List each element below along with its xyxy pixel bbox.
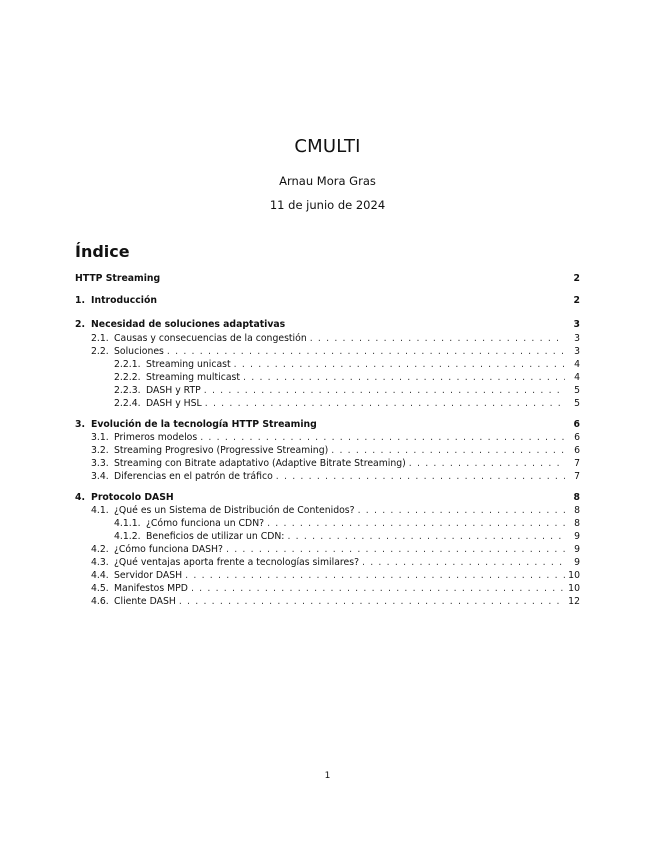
toc-entry-subsection[interactable]: [91, 470, 580, 483]
toc-entry-page: 3: [574, 333, 580, 344]
toc-dot-leader: [200, 431, 565, 444]
toc-entry-label: Evolución de la tecnología HTTP Streaming: [91, 419, 317, 430]
toc-entry-subsection[interactable]: [91, 556, 580, 569]
toc-entry-subsection[interactable]: [91, 582, 580, 595]
toc-entry-subsubsection[interactable]: [114, 358, 580, 371]
toc-entry-number: 4.: [75, 492, 86, 503]
toc-entry-page: 5: [574, 385, 580, 396]
toc-entry-number: 1.: [75, 295, 86, 306]
toc-entry-number: 4.1.: [91, 505, 109, 516]
toc-entry-subsection[interactable]: [91, 431, 580, 444]
toc-entry-page: 4: [574, 359, 580, 370]
toc-entry-part[interactable]: [75, 272, 580, 285]
toc-entry-label: Streaming multicast: [146, 372, 241, 383]
toc-entry-subsubsection[interactable]: [114, 530, 580, 543]
toc-dot-leader: [205, 397, 565, 410]
toc-entry-page: 12: [568, 596, 580, 607]
toc-entry-section[interactable]: [75, 491, 580, 504]
toc-entry-subsubsection[interactable]: [114, 517, 580, 530]
toc-entry-page: 4: [574, 372, 580, 383]
toc-dot-leader: [226, 543, 565, 556]
toc-dot-leader: [358, 504, 565, 517]
toc-entry-number: 2.2.2.: [114, 372, 141, 383]
toc-dot-leader: [243, 371, 565, 384]
toc-entry-label: Beneficios de utilizar un CDN:: [146, 531, 285, 542]
toc-heading: Índice: [75, 242, 130, 261]
toc-entry-label: ¿Qué es un Sistema de Distribución de Contenidos?: [114, 505, 355, 516]
toc-entry-label: ¿Qué ventajas aporta frente a tecnologías similares?: [114, 557, 360, 568]
toc-entry-number: 2.2.: [91, 346, 109, 357]
toc-entry-subsection[interactable]: [91, 504, 580, 517]
toc-entry-subsection[interactable]: [91, 595, 580, 608]
toc-dot-leader: [409, 457, 565, 470]
toc-entry-number: 4.6.: [91, 596, 109, 607]
toc-dot-leader: [204, 384, 565, 397]
toc-dot-leader: [234, 358, 565, 371]
toc-entry-number: 2.: [75, 319, 86, 330]
toc-entry-subsection[interactable]: [91, 543, 580, 556]
toc-entry-label: Introducción: [91, 295, 157, 306]
toc-dot-leader: [287, 530, 565, 543]
toc-dot-leader: [267, 517, 565, 530]
toc-entry-number: 3.3.: [91, 458, 109, 469]
toc-entry-page: 2: [573, 273, 580, 284]
toc-dot-leader: [185, 569, 565, 582]
toc-dot-leader: [167, 345, 565, 358]
toc-entry-label: Streaming Progresivo (Progressive Streaming): [114, 445, 329, 456]
toc-entry-number: 4.1.1.: [114, 518, 141, 529]
toc-entry-page: 2: [573, 295, 580, 306]
document-author: Arnau Mora Gras: [279, 174, 376, 188]
toc-entry-label: DASH y HSL: [146, 398, 202, 409]
toc-entry-subsection[interactable]: [91, 569, 580, 582]
toc-entry-number: 2.2.3.: [114, 385, 141, 396]
toc-entry-page: 10: [568, 570, 580, 581]
toc-entry-number: 2.2.1.: [114, 359, 141, 370]
toc-entry-number: 4.3.: [91, 557, 109, 568]
toc-entry-label: Manifestos MPD: [114, 583, 188, 594]
toc-entry-subsection[interactable]: [91, 457, 580, 470]
toc-dot-leader: [276, 470, 565, 483]
toc-entry-subsubsection[interactable]: [114, 397, 580, 410]
toc-entry-number: 4.4.: [91, 570, 109, 581]
toc-entry-label: ¿Cómo funciona DASH?: [114, 544, 223, 555]
toc-entry-label: Streaming con Bitrate adaptativo (Adaptive Bitrate Streaming): [114, 458, 406, 469]
toc-entry-label: Causas y consecuencias de la congestión: [114, 333, 307, 344]
toc-entry-page: 8: [574, 505, 580, 516]
toc-entry-label: Servidor DASH: [114, 570, 183, 581]
toc-dot-leader: [362, 556, 565, 569]
toc-entry-number: 2.1.: [91, 333, 109, 344]
toc-entry-subsection[interactable]: [91, 345, 580, 358]
toc-entry-number: 3.2.: [91, 445, 109, 456]
toc-entry-section[interactable]: [75, 294, 580, 307]
toc-entry-page: 6: [573, 419, 580, 430]
toc-entry-page: 9: [574, 557, 580, 568]
toc-entry-page: 3: [573, 319, 580, 330]
toc-entry-page: 9: [574, 531, 580, 542]
toc-entry-number: 4.5.: [91, 583, 109, 594]
toc-entry-label: Cliente DASH: [114, 596, 176, 607]
toc-entry-page: 6: [574, 432, 580, 443]
toc-entry-page: 3: [574, 346, 580, 357]
toc-entry-page: 6: [574, 445, 580, 456]
toc-entry-number: 3.1.: [91, 432, 109, 443]
page-number-footer: 1: [324, 771, 331, 781]
toc-entry-page: 10: [568, 583, 580, 594]
toc-entry-label: Soluciones: [114, 346, 164, 357]
toc-entry-number: 3.: [75, 419, 86, 430]
toc-entry-page: 9: [574, 544, 580, 555]
toc-dot-leader: [310, 332, 565, 345]
toc-entry-number: 4.2.: [91, 544, 109, 555]
toc-entry-page: 7: [574, 458, 580, 469]
toc-entry-label: Diferencias en el patrón de tráfico: [114, 471, 273, 482]
toc-dot-leader: [191, 582, 565, 595]
toc-entry-label: ¿Cómo funciona un CDN?: [146, 518, 265, 529]
toc-entry-page: 7: [574, 471, 580, 482]
toc-entry-page: 8: [573, 492, 580, 503]
toc-entry-number: 3.4.: [91, 471, 109, 482]
toc-entry-page: 8: [574, 518, 580, 529]
toc-entry-label: Protocolo DASH: [91, 492, 174, 503]
toc-entry-label: Streaming unicast: [146, 359, 231, 370]
document-date: 11 de junio de 2024: [269, 198, 386, 212]
toc-entry-number: 4.1.2.: [114, 531, 141, 542]
toc-entry-subsection[interactable]: [91, 332, 580, 345]
toc-entry-subsubsection[interactable]: [114, 371, 580, 384]
toc-entry-label: Primeros modelos: [114, 432, 198, 443]
toc-entry-subsection[interactable]: [91, 444, 580, 457]
document-title: CMULTI: [294, 136, 361, 157]
toc-dot-leader: [179, 595, 565, 608]
toc-entry-section[interactable]: [75, 318, 580, 331]
toc-entry-page: 5: [574, 398, 580, 409]
toc-entry-section[interactable]: [75, 418, 580, 431]
toc-entry-label: DASH y RTP: [146, 385, 201, 396]
toc-entry-number: 2.2.4.: [114, 398, 141, 409]
toc-entry-label: Necesidad de soluciones adaptativas: [91, 319, 286, 330]
toc-entry-label: HTTP Streaming: [75, 273, 161, 284]
toc-entry-subsubsection[interactable]: [114, 384, 580, 397]
toc-dot-leader: [331, 444, 565, 457]
